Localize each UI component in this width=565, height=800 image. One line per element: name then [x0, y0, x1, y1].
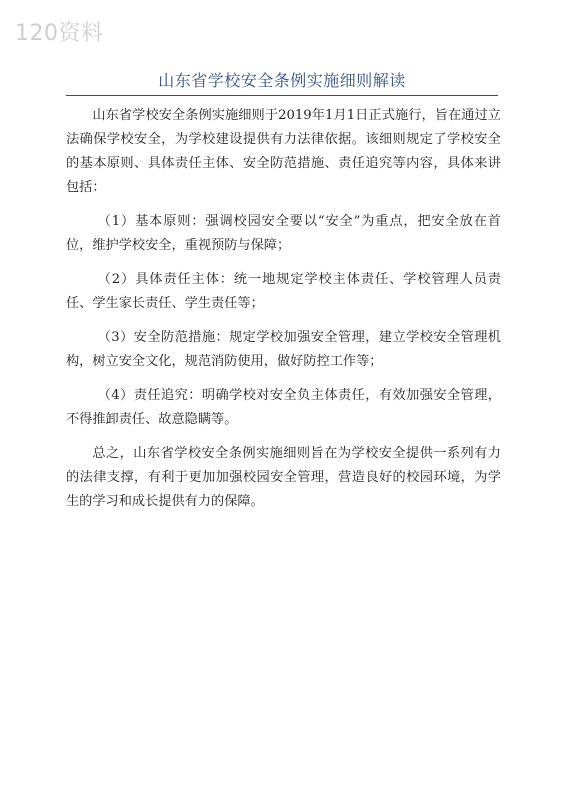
list-item-accountability: （4）责任追究：明确学校对安全负主体责任，有效加强安全管理，不得推卸责任、故意隐瞒等。: [66, 388, 501, 427]
document-title: 山东省学校安全条例实施细则解读: [158, 71, 406, 90]
intro-paragraph: 山东省学校安全条例实施细则于2019年1月1日正式施行，旨在通过立法确保学校安全，为学校建设提供有力法律依据。该细则规定了学校安全的基本原则、具体责任主体、安全防范措施、责任追究等内容，具体来讲包括：: [66, 108, 501, 195]
watermark-logo: 120资料: [15, 21, 104, 46]
list-item-prevention-measures: （3）安全防范措施：规定学校加强安全管理，建立学校安全管理机构，树立安全文化，规范消防使用，做好防控工作等；: [66, 330, 501, 369]
title-block: [66, 68, 498, 96]
list-item-responsible-parties: （2）具体责任主体：统一地规定学校主体责任、学校管理人员责任、学生家长责任、学生责任等；: [66, 272, 501, 311]
conclusion-paragraph: 总之，山东省学校安全条例实施细则旨在为学校安全提供一系列有力的法律支撑，有利于更加加强校园安全管理，营造良好的校园环境，为学生的学习和成长提供有力的保障。: [66, 446, 501, 509]
document-body: [66, 104, 501, 524]
list-item-principles: （1）基本原则：强调校园安全要以“安全”为重点，把安全放在首位，维护学校安全，重视预防与保障；: [66, 214, 501, 253]
